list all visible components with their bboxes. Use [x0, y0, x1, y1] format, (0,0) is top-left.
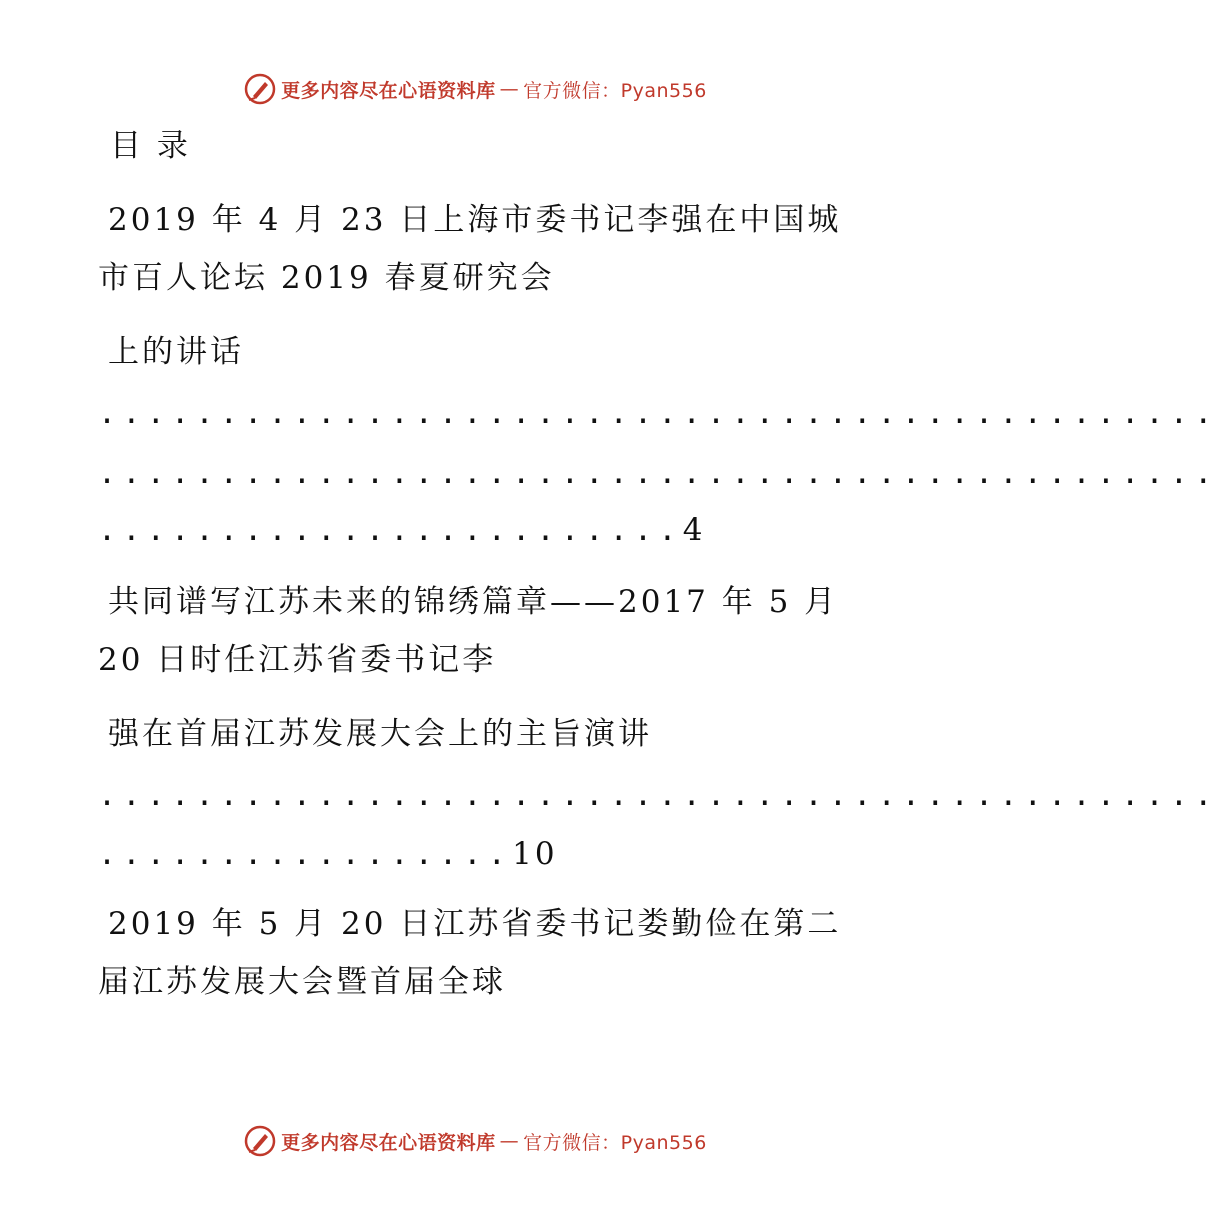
toc-entry-1-leader-2: ..............................................	[98, 456, 1219, 491]
footer-banner	[0, 1124, 950, 1158]
toc-entry-1-line-3[interactable]: 上的讲话	[108, 334, 244, 370]
toc-entry-2-line-3[interactable]: 强在首届江苏发展大会上的主旨演讲	[108, 716, 652, 752]
toc-entry-1-line-1[interactable]: 2019 年 4 月 23 日上海市委书记李强在中国城	[108, 202, 842, 238]
toc-entry-2-leader-1: ..............................................	[98, 778, 1219, 813]
toc-title: 目 录	[110, 128, 191, 164]
toc-entry-2-leader-2: .................	[98, 837, 513, 872]
toc-entry-2-line-2[interactable]: 20 日时任江苏省委书记李	[98, 642, 497, 678]
logo-icon	[243, 72, 277, 106]
toc-entry-3-line-2[interactable]: 届江苏发展大会暨首届全球	[98, 964, 506, 1000]
toc-entry-1-leader-row	[98, 512, 705, 549]
toc-entry-2-leader-row	[98, 836, 558, 873]
header-brand-text: 更多内容尽在心语资料库	[281, 79, 496, 102]
footer-separator: —	[499, 1130, 520, 1152]
toc-entry-3-line-1[interactable]: 2019 年 5 月 20 日江苏省委书记娄勤俭在第二	[108, 906, 842, 942]
toc-entry-2-page[interactable]: 10	[512, 836, 558, 872]
toc-entry-2-line-1[interactable]: 共同谱写江苏未来的锦绣篇章——2017 年 5 月	[108, 584, 839, 620]
footer-brand-text: 更多内容尽在心语资料库	[281, 1131, 496, 1154]
toc-entry-1-line-2[interactable]: 市百人论坛 2019 春夏研究会	[98, 260, 555, 296]
footer-wechat-text: 官方微信：Pyan556	[523, 1131, 707, 1154]
header-wechat-text: 官方微信：Pyan556	[523, 79, 707, 102]
toc-entry-1-leader-1: ..............................................	[98, 396, 1219, 431]
toc-entry-1-leader-3: ........................	[98, 513, 683, 548]
logo-icon	[243, 1124, 277, 1158]
toc-entry-1-page[interactable]: 4	[682, 512, 706, 548]
header-separator: —	[499, 78, 520, 100]
header-banner	[0, 72, 950, 106]
